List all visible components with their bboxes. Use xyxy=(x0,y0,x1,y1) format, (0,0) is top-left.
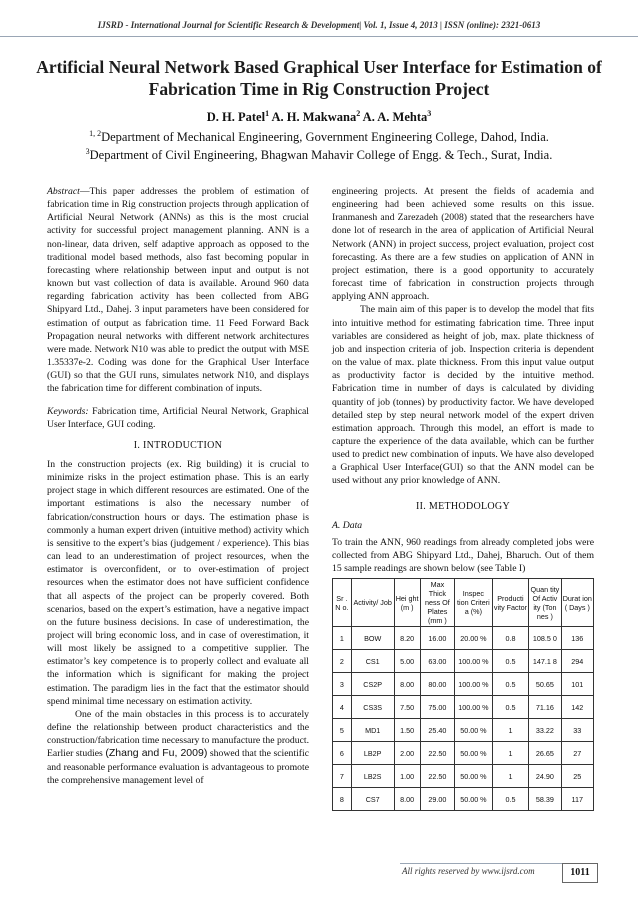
affiliation-text: Department of Civil Engineering, Bhagwan Mahavir College of Engg. & Tech., Surat, India. xyxy=(89,148,553,163)
table-cell: 71.16 xyxy=(529,696,561,719)
table-cell: 8 xyxy=(333,788,352,811)
table-row xyxy=(333,627,594,650)
affiliation-sup: 1, 2 xyxy=(89,129,102,138)
table-header-cell: Producti vity Factor xyxy=(492,579,529,627)
intro-paragraph-2: One of the main obstacles in this process is to accurately define the relationship between product characteristics and the construction/fabrication time necessary to manufacture the product. Earlier studies (Zhang and Fu, 2009) showed that the scientific and reasonable performance evaluation is advantageous to promote the comprehensive management level of xyxy=(47,708,309,786)
table-cell: 117 xyxy=(561,788,593,811)
table-cell: 0.5 xyxy=(492,696,529,719)
right-paragraph-2: The main aim of this paper is to develop the model that fits into intuitive method for estimating fabrication time. Three input variables are considered as height of job, max. plate thickness of job and inspection criteria of job. Inspection criteria is dependent on the value of max. plate thickness. From this input value output as productivity factor is decided by the intuitive method. Fabrication time in number of days is calculated by dividing quantity of job (tonnes) by productivity factor. We have developed detailed step by step neural network model of the expert driven estimation approach. Through this model, an effort is made to capture the experience of the data available, which can be further used to predict new combination of inputs. We have also developed a Graphical User Interface(GUI) so that the ANN model can be used without any prior knowledge of ANN. xyxy=(332,304,594,487)
table-cell: 26.65 xyxy=(529,742,561,765)
table-header-cell: Sr . N o. xyxy=(333,579,352,627)
table-cell: 147.1 8 xyxy=(529,650,561,673)
table-cell: 2 xyxy=(333,650,352,673)
author-name: A. H. Makwana xyxy=(271,110,357,125)
table-cell: LB2S xyxy=(351,765,394,788)
keywords xyxy=(47,405,309,431)
table-header-cell: Inspec tion Criteri a (%) xyxy=(455,579,493,627)
sample-data-table xyxy=(332,578,594,811)
table-cell: 4 xyxy=(333,696,352,719)
table-cell: 1 xyxy=(492,765,529,788)
table-cell: 22.50 xyxy=(420,742,454,765)
table-cell: 58.39 xyxy=(529,788,561,811)
table-cell: CS1 xyxy=(351,650,394,673)
table-cell: CS2P xyxy=(351,673,394,696)
table-cell: 8.00 xyxy=(394,673,420,696)
header-rule xyxy=(0,0,638,37)
table-cell: 29.00 xyxy=(420,788,454,811)
affiliation-text: Department of Mechanical Engineering, Government Engineering College, Dahod, India. xyxy=(101,130,549,145)
table-cell: 33 xyxy=(561,719,593,742)
table-cell: 8.00 xyxy=(394,788,420,811)
page-number: 1011 xyxy=(562,863,598,883)
table-header-cell: Activity/ Job xyxy=(351,579,394,627)
table-header-cell: Quan tity Of Activ ity (Ton nes ) xyxy=(529,579,561,627)
table-cell: 0.5 xyxy=(492,650,529,673)
table-cell: 6 xyxy=(333,742,352,765)
author-list xyxy=(0,109,638,125)
table-cell: 25.40 xyxy=(420,719,454,742)
table-cell: 136 xyxy=(561,627,593,650)
table-cell: 63.00 xyxy=(420,650,454,673)
table-cell: 0.5 xyxy=(492,788,529,811)
table-row xyxy=(333,765,594,788)
table-cell: 0.5 xyxy=(492,673,529,696)
journal-header: IJSRD - International Journal for Scientific Research & Development| Vol. 1, Issue 4, 2013 | ISSN (online): 2321-0613 xyxy=(97,20,541,30)
section-heading-methodology: II. METHODOLOGY xyxy=(416,500,510,512)
table-cell: 142 xyxy=(561,696,593,719)
table-cell: MD1 xyxy=(351,719,394,742)
table-cell: 100.00 % xyxy=(455,673,493,696)
right-paragraph-1: engineering projects. At present the fields of academia and engineering had been achieved some results on this issue. Iranmanesh and Zarezadeh (2008) stated that the researchers have done lot of research in the area of application of Artificial Neural Network (ANN) in project success, project evaluation, project cost forecasting. As there are a few studies on application of ANN in project estimation, there is a good opportunity to accurately forecast time of fabrication in construction projects through applying ANN approach. xyxy=(332,186,594,303)
abstract-label: Abstract xyxy=(47,186,80,197)
table-cell: 2.00 xyxy=(394,742,420,765)
table-row xyxy=(333,742,594,765)
subsection-heading-data: A. Data xyxy=(332,519,363,531)
table-cell: 1 xyxy=(492,719,529,742)
table-cell: CS7 xyxy=(351,788,394,811)
footer-copyright: All rights reserved by www.ijsrd.com xyxy=(402,866,535,876)
table-cell: 0.8 xyxy=(492,627,529,650)
table-cell: 108.5 0 xyxy=(529,627,561,650)
author-sup: 1 xyxy=(265,109,270,118)
table-cell: 8.20 xyxy=(394,627,420,650)
intro-paragraph-1: In the construction projects (ex. Rig building) it is crucial to minimize risks in the project estimation phase. This is an early project stage in which different resources are estimated. One of the important estimations is also the necessary number of fabrication/construction hours or days. The estimation phase is commonly a human expert driven (intuitive method) activity which is sensitive to the expert’s bias (judgement / experience). This bias can lead to an underestimation of project resources, when the estimator is overconfident, or to over-estimation of project resources when the estimator does not have sufficient confidence that all aspects of the project can be properly covered. Both scenarios, based on the expert’s estimation, have a negative impact on the future business decisions. In case of underestimation, the project will bring economic loss, and in case of overestimation, it will most likely be assigned to a competitive supplier. The estimator’s key competence is to properly collect and evaluate all the information which is significant for making the project estimation. The paradigm lies in the fact that the estimator should spend minimal time necessary on estimation activity. xyxy=(47,458,309,707)
table-cell: 50.00 % xyxy=(455,765,493,788)
table-cell: 50.00 % xyxy=(455,742,493,765)
table-row xyxy=(333,788,594,811)
table-cell: 27 xyxy=(561,742,593,765)
table-cell: 7 xyxy=(333,765,352,788)
table-cell: 101 xyxy=(561,673,593,696)
table-cell: 16.00 xyxy=(420,627,454,650)
table-cell: 50.00 % xyxy=(455,788,493,811)
table-cell: LB2P xyxy=(351,742,394,765)
table-cell: 80.00 xyxy=(420,673,454,696)
table-header-cell: Hei ght (m ) xyxy=(394,579,420,627)
table-cell: 5 xyxy=(333,719,352,742)
author-sup: 2 xyxy=(356,109,361,118)
affiliation-sup: 3 xyxy=(85,147,90,156)
keywords-text: Fabrication time, Artificial Neural Network, Graphical User Interface, GUI coding. xyxy=(47,405,309,430)
table-cell: 100.00 % xyxy=(455,650,493,673)
section-heading-introduction: I. INTRODUCTION xyxy=(133,439,223,451)
table-header-row xyxy=(333,579,594,627)
table-cell: 50.00 % xyxy=(455,719,493,742)
table-cell: 1.50 xyxy=(394,719,420,742)
table-cell: 7.50 xyxy=(394,696,420,719)
table-cell: 1.00 xyxy=(394,765,420,788)
abstract xyxy=(47,185,309,396)
table-cell: 24.90 xyxy=(529,765,561,788)
table-row xyxy=(333,719,594,742)
table-cell: 25 xyxy=(561,765,593,788)
table-cell: CS3S xyxy=(351,696,394,719)
left-column xyxy=(47,185,309,787)
table-row xyxy=(333,673,594,696)
table-cell: BOW xyxy=(351,627,394,650)
paper-title: Artificial Neural Network Based Graphical User Interface for Estimation of Fabrication Time in Rig Construction Project xyxy=(36,57,602,99)
table-cell: 20.00 % xyxy=(455,627,493,650)
table-cell: 50.65 xyxy=(529,673,561,696)
citation: (Zhang and Fu, 2009) xyxy=(105,747,208,760)
table-cell: 33.22 xyxy=(529,719,561,742)
author-name: D. H. Patel xyxy=(206,110,266,125)
table-row xyxy=(333,696,594,719)
table-cell: 1 xyxy=(333,627,352,650)
table-cell: 22.50 xyxy=(420,765,454,788)
table-body xyxy=(333,627,594,811)
table-cell: 294 xyxy=(561,650,593,673)
data-paragraph: To train the ANN, 960 readings from already completed jobs were collected from ABG Shipyard Ltd., Dahej, Bharuch. Out of them 15 sample readings are shown below (see Table I) xyxy=(332,536,594,575)
abstract-text: —This paper addresses the problem of estimation of fabrication time in Rig construction projects through application of Artificial Neural Network (ANNs) as this is the most crucial activity for successful project management planning. ANN is a non-linear, data driven, self adaptive approach as opposed to the traditional model based methods, also fast becoming popular in forecasting where relationship between input and output is not known but vast collection of data is available. Around 960 data regarding fabrication activity has been collected from ABG Shipyard Ltd., Dahej. 3 input parameters have been considered for estimation of output as fabrication time. 11 Feed Forward Back Propagation neural networks with different network architectures were made. Network N10 was able to predict the output with MSE 1.35337e-2. Coding was done for the Graphical User Interface (GUI) so that the GUI runs, simulates network N10, and displays the fabrication time for different combination of inputs. xyxy=(47,186,309,395)
affiliation-2 xyxy=(0,147,638,163)
right-column xyxy=(332,185,594,811)
author-sup: 3 xyxy=(427,109,432,118)
table-cell: 75.00 xyxy=(420,696,454,719)
affiliation-1 xyxy=(0,129,638,145)
author-name: A. A. Mehta xyxy=(362,110,428,125)
keywords-label: Keywords: xyxy=(47,405,89,417)
table-cell: 1 xyxy=(492,742,529,765)
table-row xyxy=(333,650,594,673)
table-cell: 100.00 % xyxy=(455,696,493,719)
table-header-cell: Durat ion ( Days ) xyxy=(561,579,593,627)
table-cell: 5.00 xyxy=(394,650,420,673)
table-header-cell: Max Thick ness Of Plates (mm ) xyxy=(420,579,454,627)
table-cell: 3 xyxy=(333,673,352,696)
page-footer xyxy=(0,863,638,887)
